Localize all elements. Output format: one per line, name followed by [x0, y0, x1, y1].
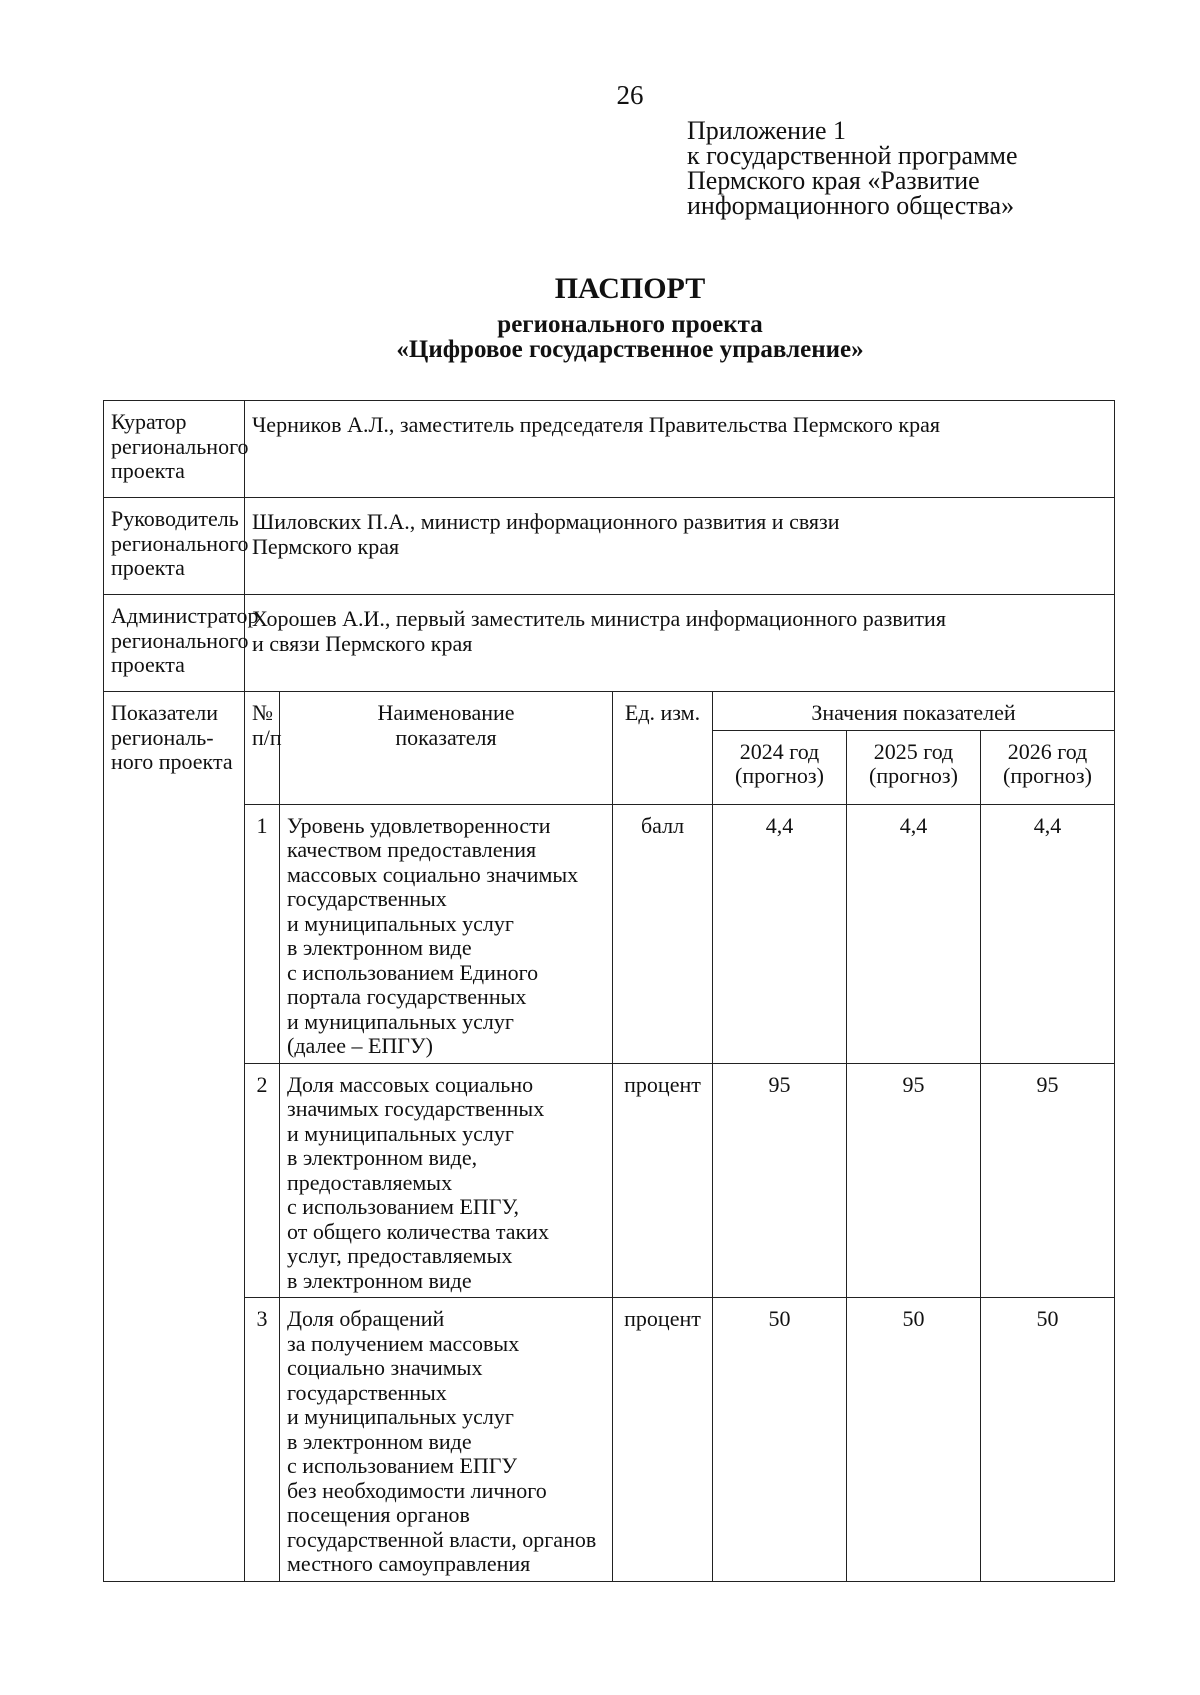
header-line: показателя [395, 724, 497, 750]
label-line: Руководитель [111, 506, 239, 531]
value-line: и связи Пермского края [252, 630, 473, 656]
col-header-values-group: Значения показателей [713, 692, 1115, 731]
indicators-header-row [104, 692, 1115, 731]
label-line: регионального [111, 433, 249, 459]
subtitle-line: «Цифровое государственное управление» [396, 336, 864, 363]
name-line: и муниципальных услуг [287, 1008, 514, 1034]
curator-value [245, 401, 1115, 498]
name-line: и муниципальных услуг [287, 1404, 514, 1429]
col-header-year-2026 [981, 730, 1115, 804]
name-line: с использованием ЕПГУ [287, 1453, 518, 1478]
header-line: Наименование [377, 700, 515, 725]
name-line: Уровень удовлетворенности [287, 812, 551, 838]
col-header-year-2024 [713, 730, 847, 804]
indicator-value-2026: 4,4 [981, 804, 1115, 1063]
col-header-year-2025 [847, 730, 981, 804]
indicator-row [104, 1063, 1115, 1298]
indicator-row [104, 804, 1115, 1063]
indicators-label [104, 692, 245, 1582]
name-line: за получением массовых [287, 1330, 520, 1356]
name-line: и муниципальных услуг [287, 910, 514, 936]
label-line: регионального [111, 530, 249, 556]
label-line: проекта [111, 652, 185, 677]
appendix-line: к государственной программе [687, 141, 1018, 170]
document-title: ПАСПОРТ [554, 272, 706, 305]
appendix-line: Приложение 1 [687, 116, 847, 145]
appendix-note [687, 118, 1018, 218]
header-line: (прогноз) [1003, 763, 1092, 788]
name-line: услуг, предоставляемых [287, 1243, 513, 1268]
page-number: 26 [616, 80, 644, 110]
name-line: и муниципальных услуг [287, 1120, 514, 1146]
name-line: значимых государственных [287, 1096, 545, 1121]
head-label [104, 498, 249, 595]
indicator-unit: балл [613, 804, 713, 1063]
value-line: Пермского края [252, 533, 400, 559]
label-line: Администратор [111, 603, 259, 628]
indicator-name [280, 1298, 613, 1582]
name-line: качеством предоставления [287, 837, 537, 862]
indicator-num: 1 [245, 804, 280, 1063]
label-line: ного проекта [111, 749, 233, 774]
name-line: Доля массовых социально [287, 1071, 534, 1097]
col-header-unit: Ед. изм. [613, 692, 713, 805]
document-subtitle [0, 312, 1200, 362]
header-line: (прогноз) [869, 763, 958, 788]
name-line: Доля обращений [287, 1306, 445, 1331]
name-line: социально значимых [287, 1355, 483, 1380]
name-line: от общего количества таких [287, 1218, 549, 1244]
indicator-value-2026: 95 [981, 1063, 1115, 1298]
header-line: п/п [252, 724, 282, 750]
name-line: государственных [287, 1379, 447, 1405]
label-line: Показатели [111, 700, 219, 725]
name-line: в электронном виде [287, 1428, 472, 1454]
header-line: 2024 год [739, 738, 820, 764]
value-line: Шиловских П.А., министр информационного развития и связи [252, 509, 840, 534]
name-line: без необходимости личного [287, 1477, 547, 1503]
header-line: № [252, 700, 273, 725]
indicator-name [280, 1063, 613, 1298]
name-line: с использованием Единого [287, 959, 539, 985]
label-line: региональ- [111, 724, 214, 750]
indicator-row [104, 1298, 1115, 1582]
admin-value [245, 595, 1115, 692]
indicator-value-2026: 50 [981, 1298, 1115, 1582]
value-line: Черников А.Л., заместитель председателя Правительства Пермского края [252, 412, 940, 437]
appendix-line: информационного общества» [687, 191, 1015, 220]
header-line: 2026 год [1007, 738, 1088, 764]
indicator-value-2025: 4,4 [847, 804, 981, 1063]
indicator-num: 2 [245, 1063, 280, 1298]
name-line: в электронном виде, [287, 1145, 478, 1170]
subtitle-line: регионального проекта [497, 311, 763, 338]
indicator-name [280, 804, 613, 1063]
name-line: в электронном виде [287, 935, 472, 960]
value-line: Хорошев А.И., первый заместитель министра информационного развития [252, 606, 946, 631]
header-line: 2025 год [873, 738, 954, 764]
name-line: массовых социально значимых [287, 861, 579, 887]
indicator-unit: процент [613, 1298, 713, 1582]
indicator-value-2024: 95 [713, 1063, 847, 1298]
curator-label [104, 401, 249, 498]
indicator-num: 3 [245, 1298, 280, 1582]
name-line: портала государственных [287, 984, 527, 1009]
name-line: (далее – ЕПГУ) [287, 1033, 433, 1058]
label-line: Куратор [111, 409, 187, 434]
name-line: в электронном виде [287, 1267, 472, 1293]
indicator-value-2024: 50 [713, 1298, 847, 1582]
curator-row [104, 401, 1115, 498]
indicator-value-2024: 4,4 [713, 804, 847, 1063]
admin-row [104, 595, 1115, 692]
label-line: регионального [111, 627, 249, 653]
col-header-name [280, 692, 613, 805]
name-line: государственной власти, органов [287, 1526, 597, 1552]
name-line: предоставляемых [287, 1169, 453, 1195]
col-header-num [245, 692, 280, 805]
header-line: (прогноз) [735, 763, 824, 788]
indicator-value-2025: 95 [847, 1063, 981, 1298]
appendix-line: Пермского края «Развитие [687, 166, 980, 195]
name-line: государственных [287, 886, 447, 911]
admin-label [104, 595, 259, 692]
name-line: посещения органов [287, 1502, 470, 1527]
label-line: проекта [111, 555, 185, 580]
head-row [104, 498, 1115, 595]
head-value [245, 498, 1115, 595]
name-line: местного самоуправления [287, 1551, 531, 1576]
label-line: проекта [111, 458, 185, 483]
indicator-value-2025: 50 [847, 1298, 981, 1582]
passport-table [103, 400, 1115, 1582]
indicator-unit: процент [613, 1063, 713, 1298]
name-line: с использованием ЕПГУ, [287, 1194, 519, 1219]
